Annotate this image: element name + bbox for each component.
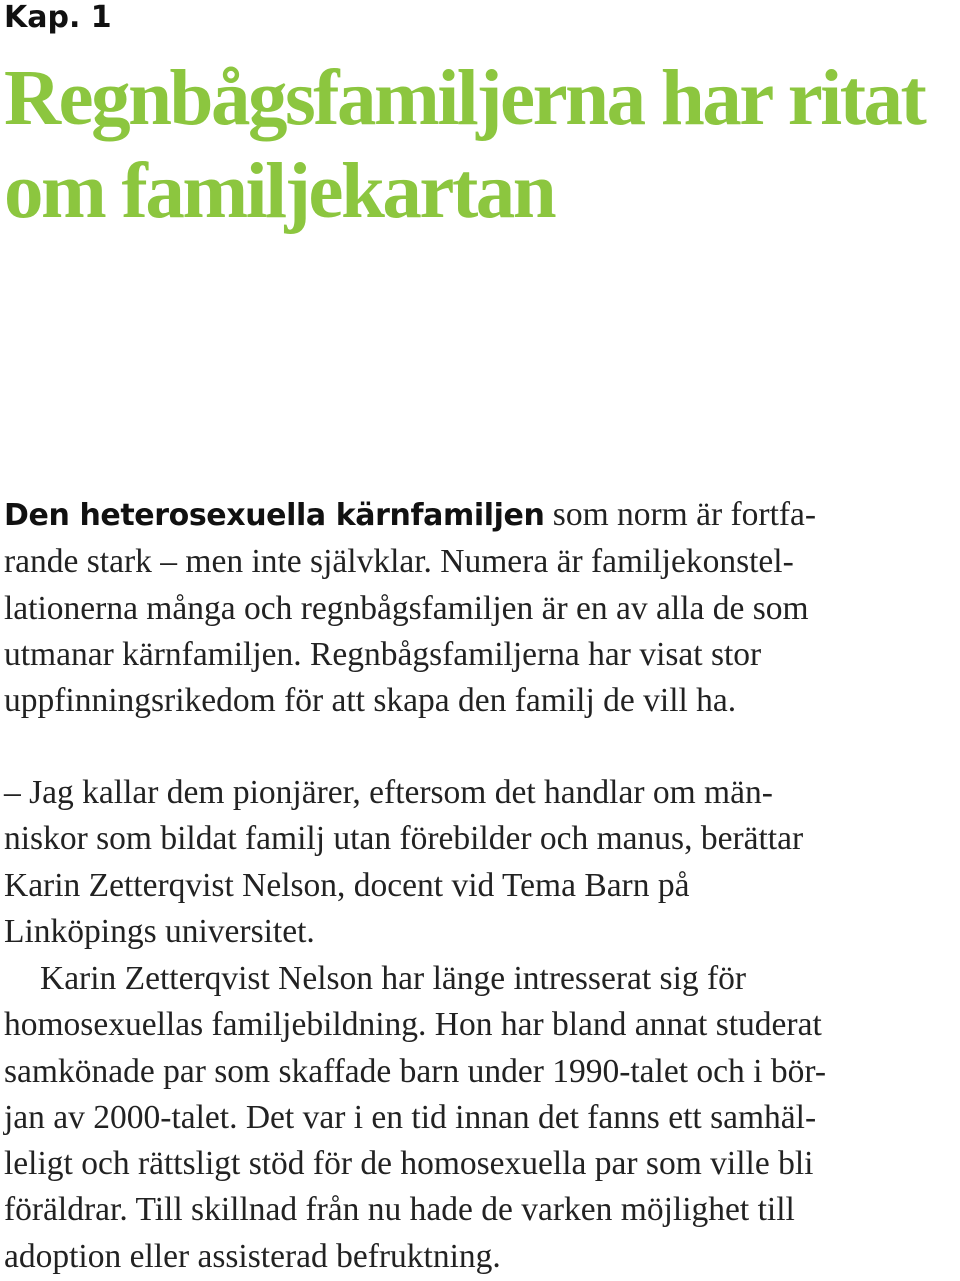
lead-line bbox=[4, 492, 954, 539]
body-line: homosexuellas familjebildning. Hon har bland annat studerat bbox=[4, 1006, 822, 1044]
lead-paragraph bbox=[4, 492, 954, 724]
body-line: samkönade par som skaffade barn under 1990-talet och i bör- bbox=[4, 1052, 826, 1090]
body-line: Karin Zetterqvist Nelson har länge intresserat sig för bbox=[40, 960, 747, 997]
lead-intro-bold: Den heterosexuella kärnfamiljen bbox=[4, 498, 545, 533]
body-paragraph bbox=[4, 956, 954, 1280]
body-line: leligt och rättsligt stöd för de homosexuella par som ville bli bbox=[4, 1145, 814, 1183]
quote-line: Karin Zetterqvist Nelson, docent vid Tema Barn på bbox=[4, 866, 690, 904]
title-line: Regnbågsfamiljerna har ritat bbox=[4, 55, 925, 142]
title-line: om familjekartan bbox=[4, 148, 555, 235]
quote-line: niskor som bildat familj utan förebilder och manus, berättar bbox=[4, 820, 804, 858]
lead-line: rande stark – men inte självklar. Numera är familjekonstel- bbox=[4, 543, 794, 581]
lead-intro-rest: som norm är fortfa- bbox=[544, 496, 817, 533]
lead-line: lationerna många och regnbågsfamiljen är en av alla de som bbox=[4, 589, 809, 627]
article-title bbox=[4, 52, 944, 238]
quote-paragraph bbox=[4, 770, 954, 955]
quote-line: Linköpings universitet. bbox=[4, 912, 315, 950]
lead-line: uppfinningsrikedom för att skapa den familj de vill ha. bbox=[4, 682, 737, 720]
chapter-label: Kap. 1 bbox=[4, 0, 112, 35]
body-line: föräldrar. Till skillnad från nu hade de varken möjlighet till bbox=[4, 1191, 795, 1229]
body-line: adoption eller assisterad befruktning. bbox=[4, 1237, 501, 1275]
body-line: jan av 2000-talet. Det var i en tid innan det fanns ett samhäl- bbox=[4, 1098, 817, 1136]
quote-line: – Jag kallar dem pionjärer, eftersom det handlar om män- bbox=[4, 774, 773, 811]
lead-line: utmanar kärnfamiljen. Regnbågsfamiljerna har visat stor bbox=[4, 635, 762, 673]
